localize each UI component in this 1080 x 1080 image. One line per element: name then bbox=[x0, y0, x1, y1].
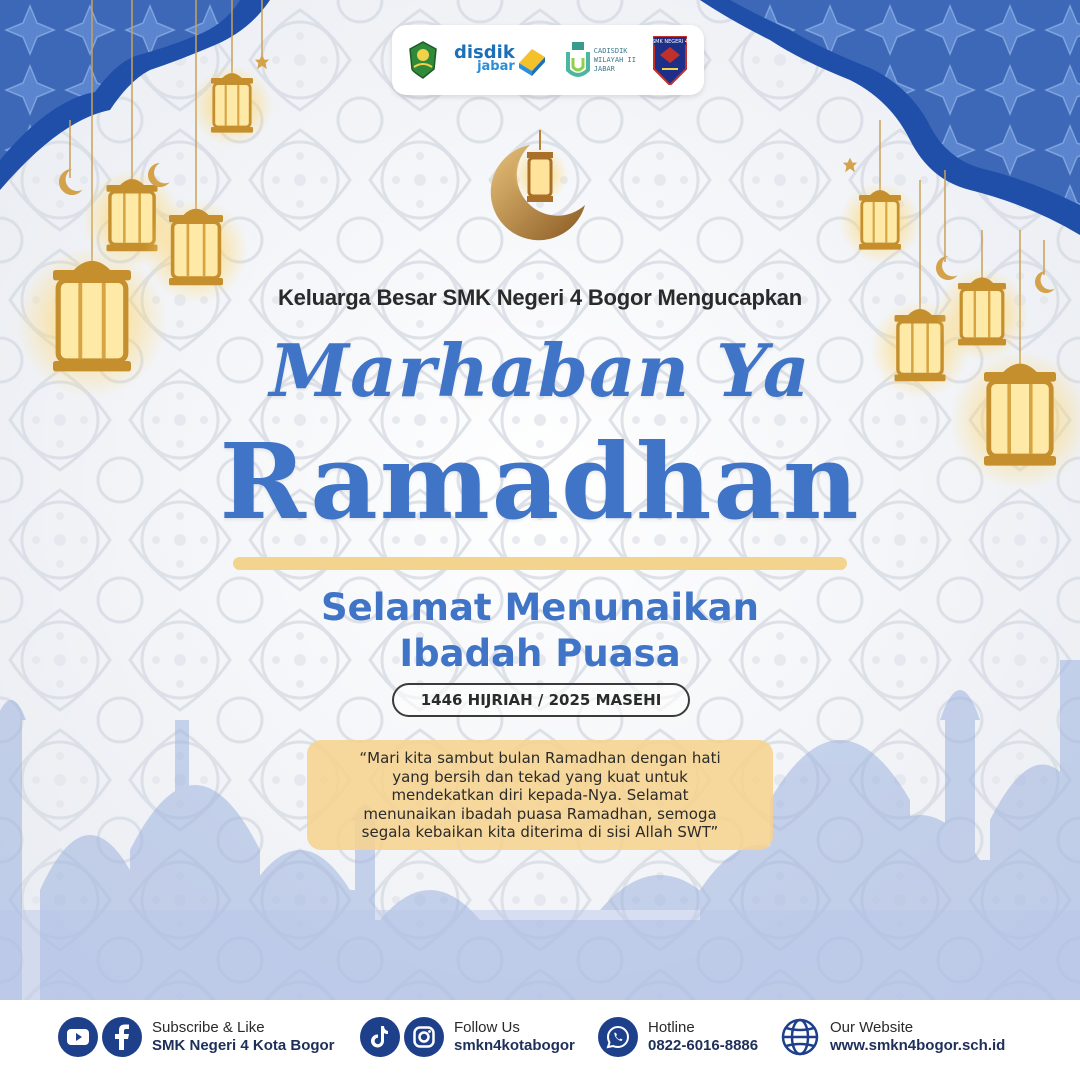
facebook-icon[interactable] bbox=[102, 1017, 142, 1057]
jabar-logo bbox=[408, 41, 438, 79]
hotline-number[interactable]: 0822-6016-8886 bbox=[648, 1037, 759, 1054]
smk-label: SMK NEGERI 4 bbox=[651, 39, 688, 45]
hotline-label: Hotline bbox=[648, 1019, 695, 1036]
follow-account[interactable]: smkn4kotabogor bbox=[454, 1037, 575, 1054]
footer-subscribe bbox=[58, 1017, 335, 1057]
title-ramadhan: Ramadhan bbox=[219, 420, 861, 543]
subscribe-label: Subscribe & Like bbox=[152, 1019, 265, 1036]
quote-line: segala kebaikan kita diterima di sisi Allah SWT” bbox=[361, 823, 719, 841]
disdik-book-icon bbox=[515, 43, 549, 77]
quote-line: mendekatkan diri kepada-Nya. Selamat bbox=[391, 786, 689, 804]
tiktok-icon[interactable] bbox=[360, 1017, 400, 1057]
gold-divider bbox=[233, 557, 847, 570]
follow-label: Follow Us bbox=[454, 1019, 520, 1036]
year-badge: 1446 HIJRIAH / 2025 MASEHI bbox=[392, 683, 690, 717]
cadisdik-text: CADISDIK bbox=[593, 46, 628, 55]
youtube-icon[interactable] bbox=[58, 1017, 98, 1057]
footer-website bbox=[780, 1017, 1005, 1057]
quote-line: menunaikan ibadah puasa Ramadhan, semoga bbox=[363, 804, 717, 823]
jabar-emblem-icon bbox=[408, 41, 438, 79]
crescent-lantern-icon bbox=[485, 130, 595, 245]
whatsapp-icon[interactable] bbox=[598, 1017, 638, 1057]
website-label: Our Website bbox=[830, 1019, 914, 1036]
quote-box bbox=[307, 740, 773, 850]
smk-shield-icon bbox=[652, 35, 688, 85]
subscribe-account[interactable]: SMK Negeri 4 Kota Bogor bbox=[152, 1037, 335, 1054]
footer-follow bbox=[360, 1017, 575, 1057]
website-url[interactable]: www.smkn4bogor.sch.id bbox=[830, 1037, 1006, 1054]
footer bbox=[0, 1000, 1080, 1080]
cadisdik-logo bbox=[565, 40, 636, 80]
jabar-text: jabar bbox=[477, 59, 515, 74]
disdik-text: disdik bbox=[454, 42, 515, 63]
subtitle bbox=[0, 585, 1080, 677]
subtitle-line-1: Selamat Menunaikan bbox=[321, 586, 759, 629]
partner-logos bbox=[392, 25, 704, 95]
smk-negeri-4-logo bbox=[652, 35, 688, 85]
cadisdik-emblem-icon bbox=[565, 40, 591, 80]
intro-text: Keluarga Besar SMK Negeri 4 Bogor Mengucapkan bbox=[277, 285, 803, 310]
wilayah-text: WILAYAH II bbox=[593, 55, 636, 64]
disdik-jabar-logo bbox=[454, 43, 549, 77]
subtitle-line-2: Ibadah Puasa bbox=[399, 632, 681, 675]
corner-ornament-right bbox=[680, 0, 1080, 240]
corner-ornament-left bbox=[0, 0, 330, 200]
quote-line: “Mari kita sambut bulan Ramadhan dengan hati bbox=[359, 749, 721, 767]
title-marhaban-ya: Marhaban Ya bbox=[269, 328, 811, 413]
cadisdik-jabar-text: JABAR bbox=[593, 64, 615, 73]
globe-icon[interactable] bbox=[780, 1017, 820, 1057]
footer-hotline bbox=[598, 1017, 758, 1057]
instagram-icon[interactable] bbox=[404, 1017, 444, 1057]
quote-line: yang bersih dan tekad yang kuat untuk bbox=[392, 767, 688, 786]
